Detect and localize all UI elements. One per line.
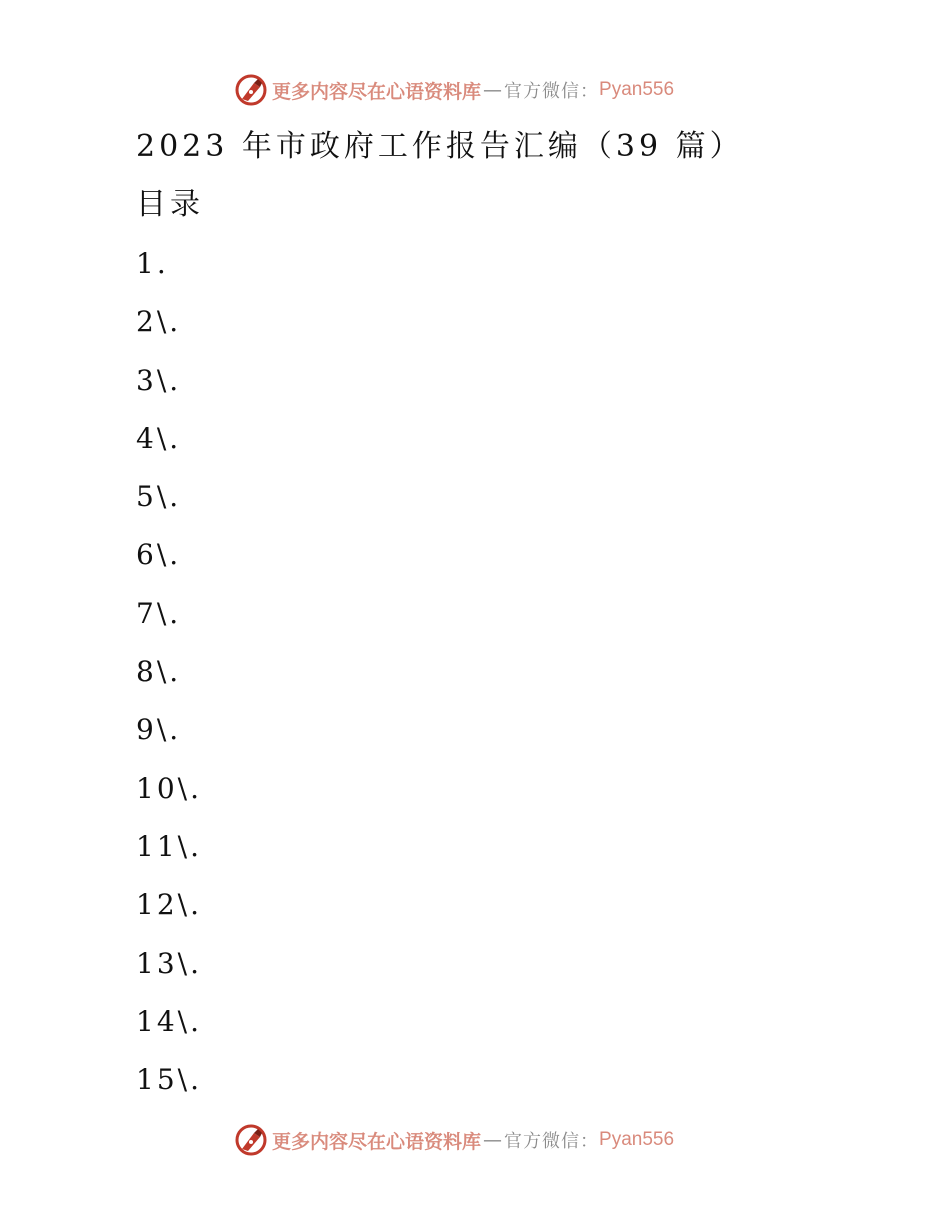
toc-list (136, 240, 736, 1114)
contact-label: 官方微信： (504, 81, 600, 102)
banner-separator: — (483, 79, 503, 101)
toc-item: 12\. (136, 888, 202, 922)
contact-label: 官方微信： (504, 1131, 600, 1152)
header-banner (234, 72, 714, 108)
toc-item: 15\. (136, 1063, 202, 1097)
brand-text: 更多内容尽在心语资料库 (272, 80, 482, 103)
toc-item: 10\. (136, 771, 202, 805)
pen-nib-logo-icon (234, 73, 268, 107)
toc-item: 7\. (136, 596, 182, 630)
toc-item: 8\. (136, 655, 182, 689)
pen-nib-logo-icon (234, 1123, 268, 1157)
toc-item: 14\. (136, 1004, 202, 1038)
wechat-id: Pyan556 (599, 79, 675, 100)
document-title: 2023 年市政府工作报告汇编（39 篇） (136, 129, 744, 164)
toc-item: 3\. (136, 363, 182, 397)
toc-item: 2\. (136, 305, 182, 339)
wechat-id: Pyan556 (599, 1129, 675, 1150)
brand-text: 更多内容尽在心语资料库 (272, 1130, 482, 1153)
toc-item: 4\. (136, 421, 182, 455)
banner-separator: — (483, 1129, 503, 1151)
toc-heading: 目录 (136, 187, 204, 222)
toc-item: 5\. (136, 480, 182, 514)
footer-banner (234, 1122, 714, 1158)
toc-item: 11\. (136, 829, 202, 863)
toc-item: 6\. (136, 538, 182, 572)
toc-item: 1. (136, 247, 169, 280)
toc-item: 13\. (136, 946, 202, 980)
toc-item: 9\. (136, 713, 182, 747)
